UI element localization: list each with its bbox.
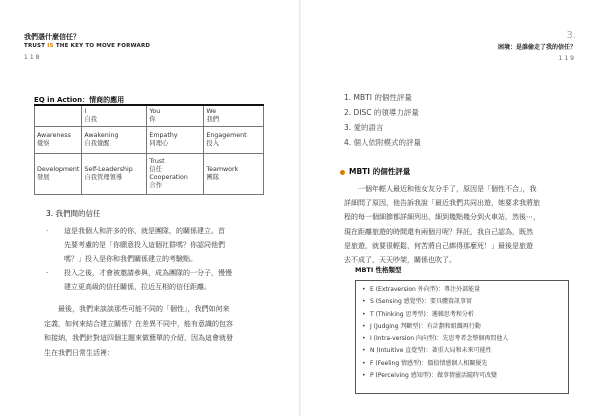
eq-header-cell: You 你 bbox=[147, 105, 204, 127]
bullet-dot-icon: • bbox=[362, 310, 366, 318]
page-spine bbox=[299, 0, 301, 416]
eq-header-cell: I 自我 bbox=[82, 105, 147, 127]
list-item: 3. 愛的語言 bbox=[344, 123, 384, 132]
list-item: 4. 個人依附模式的評量 bbox=[344, 138, 422, 147]
subtitle-part-b: THE KEY TO MOVE FORWARD bbox=[53, 43, 151, 49]
bullet-item: · 這是我個人和許多的你，就是團隊，的關係建立。首 先要考慮的是「你願意投入這個社群嗎？你認同他們 嗎？」投入是你和我們關係建立的考驗點。 bbox=[46, 224, 274, 266]
chapter-title: 困境：是誰偷走了我的信任？ bbox=[497, 44, 576, 51]
bullet-dot-icon: · bbox=[46, 269, 49, 277]
right-running-header bbox=[498, 30, 576, 62]
eq-header-cell: We 我們 bbox=[204, 105, 264, 127]
list-item: 1. MBTI 的個性評量 bbox=[344, 93, 412, 102]
body-paragraph: 最後，我們來談談那些可能不同的「個性」，我們如何來 定義，如何來結合建立關係？在差異不同中，能有意識的包容 和接納，我們針對這四個主題來做簡單的介紹，因為這會就發 生在我們日常生活裡： bbox=[44, 305, 233, 357]
bullet-dot-icon: • bbox=[362, 372, 366, 380]
eq-table-header-row bbox=[35, 105, 264, 127]
left-running-header bbox=[24, 32, 150, 61]
mbti-box-title: MBTI 性格類型 bbox=[355, 266, 402, 274]
bullet-dot-icon: · bbox=[46, 227, 49, 235]
subtitle-highlight: IS bbox=[47, 43, 54, 49]
eq-cell: Self-Leadership 自我管理領導 bbox=[82, 154, 147, 195]
mbti-types-box bbox=[355, 280, 569, 394]
mbti-type-item: • F (Feeling 情感型)：價值情感個人相關優先 bbox=[362, 358, 568, 370]
bullet-item: · 投入之後，才會被邀請參與，成為團隊的一分子，慢慢 建立更高級的信任關係，拉近互相的信任距離。 bbox=[46, 266, 274, 294]
list-item: 2. DISC 的領導力評量 bbox=[344, 108, 419, 117]
eq-header-cell bbox=[35, 105, 82, 127]
eq-cell: Teamwork 團隊 bbox=[204, 154, 264, 195]
mbti-type-item: • S (Sensing 感覺型)：要具體資訊事實 bbox=[362, 296, 568, 308]
eq-cell: Trust 信任 Cooperation 合作 bbox=[147, 154, 204, 195]
mbti-type-item: • T (Thinking 思考型)：邏輯思考和分析 bbox=[362, 309, 568, 321]
book-title: 我們憑什麼信任？ bbox=[24, 33, 80, 41]
mbti-type-item: • J (Judging 判斷型)：有計劃和組織再行動 bbox=[362, 321, 568, 333]
subtitle-part-a: TRUST bbox=[24, 43, 48, 49]
bullet-dot-icon: • bbox=[362, 359, 366, 367]
heading-dot-icon bbox=[340, 170, 345, 175]
chapter-number: 3. bbox=[566, 30, 576, 41]
right-page-number: 119 bbox=[558, 55, 576, 62]
mbti-type-item: • E (Extraversion 外向型)：專注外部能量 bbox=[362, 284, 568, 296]
bullet-dot-icon: • bbox=[362, 298, 366, 306]
mbti-type-item: • N (Intuitive 直覺型)：著重大局和未來可能性 bbox=[362, 345, 568, 357]
eq-table-row bbox=[35, 127, 264, 154]
mbti-type-item: • P (Perceiving 感知型)：做事情靈活隨時可改變 bbox=[362, 370, 568, 382]
eq-cell: Empathy 同理心 bbox=[147, 127, 204, 154]
assessment-list bbox=[344, 90, 421, 150]
bullet-dot-icon: • bbox=[362, 335, 366, 343]
mbti-heading: MBTI 的個性評量 bbox=[340, 166, 410, 177]
eq-cell: Engagement 投入 bbox=[204, 127, 264, 154]
story-paragraph: 一個年輕人最近和他女友分手了，原因是「個性不合」，我 詳細問了原因，他告訴我說「最近我們共同出遊，她要求我將旅 程的每一個細節都詳細列出，細到幾點幾分到火車站，然後⋯， 現在距離旅遊的時間還有兩個月呢？拜託，我自己認為，既然 是旅遊，就要很輕鬆，何苦將自己綁得那麼死！」最後是旅遊 去不成了，天天吵架，關係也吹了。 bbox=[344, 185, 540, 265]
eq-cell: Awakening 自我覺醒 bbox=[82, 127, 147, 154]
left-page-number: 118 bbox=[24, 54, 42, 61]
bullet-dot-icon: • bbox=[362, 286, 366, 293]
eq-cell: Development 發展 bbox=[35, 154, 82, 195]
eq-table-row bbox=[35, 154, 264, 195]
eq-table-title: EQ in Action：情商的應用 bbox=[34, 96, 125, 104]
eq-table bbox=[34, 104, 264, 195]
bullet-dot-icon: • bbox=[362, 347, 366, 355]
book-subtitle bbox=[24, 43, 150, 49]
section-heading: 3. 我們間的信任 bbox=[46, 209, 101, 218]
mbti-type-item: • I (Intra-version 內向型)：先思考者念整個再問他人 bbox=[362, 333, 568, 345]
eq-cell: Awareness 覺察 bbox=[35, 127, 82, 154]
bullet-dot-icon: • bbox=[362, 322, 366, 330]
